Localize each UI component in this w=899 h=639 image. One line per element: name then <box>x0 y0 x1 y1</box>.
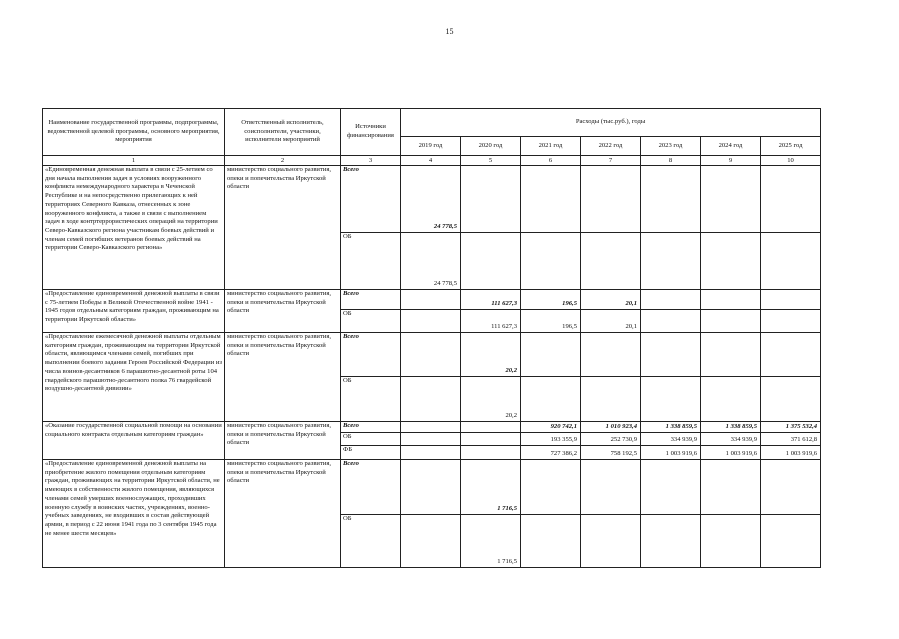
funding-source: ОБ <box>341 433 401 446</box>
expense-value <box>761 333 821 377</box>
expense-value <box>521 515 581 568</box>
expense-value <box>401 377 461 422</box>
expense-value <box>701 515 761 568</box>
funding-source: ОБ <box>341 233 401 290</box>
measure-name: «Предоставление единовременной денежной выплаты в связи с 75-летием Победы в Великой Отечественной войне 1941 - 1945 годов отдельным категориям граждан, проживающим на территории Иркутской области» <box>43 290 225 333</box>
expense-value <box>761 377 821 422</box>
measure-name: «Оказание государственной социальной помощи на основании социального контракта отдельным категориям граждан» <box>43 422 225 460</box>
expense-value <box>581 333 641 377</box>
header-program-name: Наименование государственной программы, подпрограммы, ведомственной целевой программы, основного мероприятия, мероприятия <box>43 109 225 156</box>
expense-value: 111 627,3 <box>461 290 521 310</box>
funding-source: ФБ <box>341 446 401 460</box>
expense-value: 24 778,5 <box>401 233 461 290</box>
column-number: 8 <box>641 156 701 166</box>
expense-value <box>701 166 761 233</box>
expense-value: 334 939,9 <box>701 433 761 446</box>
header-executor: Ответственный исполнитель, соисполнители, участники, исполнители мероприятий <box>225 109 341 156</box>
header-funding-sources: Источники финансирования <box>341 109 401 156</box>
column-number: 10 <box>761 156 821 166</box>
expense-value: 193 355,9 <box>521 433 581 446</box>
funding-source: ОБ <box>341 515 401 568</box>
expense-value <box>521 460 581 515</box>
expense-value <box>581 377 641 422</box>
expense-value: 371 612,8 <box>761 433 821 446</box>
expense-value <box>521 233 581 290</box>
expense-value: 196,5 <box>521 290 581 310</box>
funding-source: Всего <box>341 460 401 515</box>
expense-value: 727 386,2 <box>521 446 581 460</box>
expense-value <box>581 460 641 515</box>
header-year: 2019 год <box>401 137 461 156</box>
expense-value <box>521 377 581 422</box>
column-number: 2 <box>225 156 341 166</box>
column-number: 1 <box>43 156 225 166</box>
expense-value <box>641 377 701 422</box>
expense-value <box>461 233 521 290</box>
expense-value: 111 627,3 <box>461 310 521 333</box>
expense-value <box>461 446 521 460</box>
expense-value: 1 003 919,6 <box>761 446 821 460</box>
measure-executor: министерство социального развития, опеки и попечительства Иркутской области <box>225 333 341 422</box>
measure-name: «Предоставление ежемесячной денежной выплаты отдельным категориям граждан, проживающим на территории Иркутской области, являющимся членами семей, погибших при выполнении боевого задания Героев Российской Федерации из числа воинов-десантников 6 парашютно-десантной роты 104 гвардейского парашютно-десантного полка 76 гвардейской воздушно-десантной дивизии» <box>43 333 225 422</box>
measure-executor: министерство социального развития, опеки и попечительства Иркутской области <box>225 290 341 333</box>
expense-value: 20,2 <box>461 333 521 377</box>
expense-value: 1 010 923,4 <box>581 422 641 433</box>
expense-value <box>521 333 581 377</box>
header-year: 2022 год <box>581 137 641 156</box>
funding-source: Всего <box>341 422 401 433</box>
funding-source: ОБ <box>341 377 401 422</box>
expense-value <box>401 310 461 333</box>
budget-table <box>42 108 821 568</box>
expense-value <box>461 166 521 233</box>
expense-value <box>461 433 521 446</box>
column-number: 6 <box>521 156 581 166</box>
expense-value: 1 375 532,4 <box>761 422 821 433</box>
header-year: 2021 год <box>521 137 581 156</box>
expense-value <box>701 377 761 422</box>
expense-value <box>521 166 581 233</box>
header-year: 2024 год <box>701 137 761 156</box>
expense-value <box>701 333 761 377</box>
expense-value <box>401 290 461 310</box>
expense-value: 20,1 <box>581 310 641 333</box>
expense-value <box>641 166 701 233</box>
expense-value: 1 338 859,5 <box>701 422 761 433</box>
column-number: 5 <box>461 156 521 166</box>
measure-executor: министерство социального развития, опеки и попечительства Иркутской области <box>225 166 341 290</box>
header-year: 2023 год <box>641 137 701 156</box>
expense-value <box>401 515 461 568</box>
expense-value <box>641 460 701 515</box>
expense-value <box>641 310 701 333</box>
expense-value <box>641 290 701 310</box>
expense-value: 920 742,1 <box>521 422 581 433</box>
expense-value <box>401 446 461 460</box>
table-row <box>43 166 821 233</box>
expense-value <box>401 460 461 515</box>
measure-executor: министерство социального развития, опеки и попечительства Иркутской области <box>225 422 341 460</box>
expense-value: 1 003 919,6 <box>641 446 701 460</box>
table-row <box>43 422 821 433</box>
column-number: 9 <box>701 156 761 166</box>
expense-value <box>761 460 821 515</box>
column-number: 4 <box>401 156 461 166</box>
expense-value <box>761 310 821 333</box>
header-expenses: Расходы (тыс.руб.), годы <box>401 109 821 137</box>
funding-source: ОБ <box>341 310 401 333</box>
expense-value: 758 192,5 <box>581 446 641 460</box>
column-number: 7 <box>581 156 641 166</box>
expense-value <box>701 233 761 290</box>
column-number: 3 <box>341 156 401 166</box>
expense-value <box>761 233 821 290</box>
expense-value <box>401 333 461 377</box>
expense-value <box>701 290 761 310</box>
expense-value <box>581 515 641 568</box>
table-row <box>43 333 821 377</box>
expense-value <box>641 333 701 377</box>
table-row <box>43 290 821 310</box>
expense-value <box>761 166 821 233</box>
expense-value: 252 730,9 <box>581 433 641 446</box>
expense-value <box>581 233 641 290</box>
expense-value: 1 716,5 <box>461 515 521 568</box>
expense-value: 196,5 <box>521 310 581 333</box>
expense-value: 1 716,5 <box>461 460 521 515</box>
expense-value <box>641 233 701 290</box>
expense-value <box>761 290 821 310</box>
expense-value: 20,2 <box>461 377 521 422</box>
header-year: 2025 год <box>761 137 821 156</box>
expense-value <box>401 422 461 433</box>
expense-value <box>701 310 761 333</box>
expense-value <box>401 433 461 446</box>
expense-value <box>761 515 821 568</box>
page-number: 15 <box>445 27 454 36</box>
expense-value: 24 778,5 <box>401 166 461 233</box>
table-row <box>43 460 821 515</box>
measure-name: «Предоставление единовременной денежной выплаты на приобретение жилого помещения отдельным категориям граждан, проживающих на территории Иркутской области, не имеющих в собственности жилого помещения, являющихся членами семей умерших военнослужащих, проходивших военную службу в воинских частях, учреждениях, военно-учебных заведениях, не входивших в состав действующей армии, в период с 22 июня 1941 года по 3 сентября 1945 года не менее шести месяцев» <box>43 460 225 568</box>
measure-executor: министерство социального развития, опеки и попечительства Иркутской области <box>225 460 341 568</box>
funding-source: Всего <box>341 290 401 310</box>
expense-value: 20,1 <box>581 290 641 310</box>
expense-value: 1 003 919,6 <box>701 446 761 460</box>
funding-source: Всего <box>341 166 401 233</box>
expense-value <box>461 422 521 433</box>
header-year: 2020 год <box>461 137 521 156</box>
expense-value <box>581 166 641 233</box>
measure-name: «Единовременная денежная выплата в связи с 25-летием со дня начала выполнения задач в условиях вооруженного конфликта немеждународного характера в Чеченской Республике и на непосредственно прилегающих к ней территориях Северного Кавказа, отнесенных к зоне вооруженного конфликта, а также в связи с выполнением задач в ходе контртеррористических операций на территории Северо-Кавказского региона участникам боевых действий и членам семей погибших ветеранов боевых действий на территории Северо-Кавказского региона» <box>43 166 225 290</box>
expense-value <box>701 460 761 515</box>
expense-value: 1 338 859,5 <box>641 422 701 433</box>
expense-value: 334 939,9 <box>641 433 701 446</box>
expense-value <box>641 515 701 568</box>
funding-source: Всего <box>341 333 401 377</box>
